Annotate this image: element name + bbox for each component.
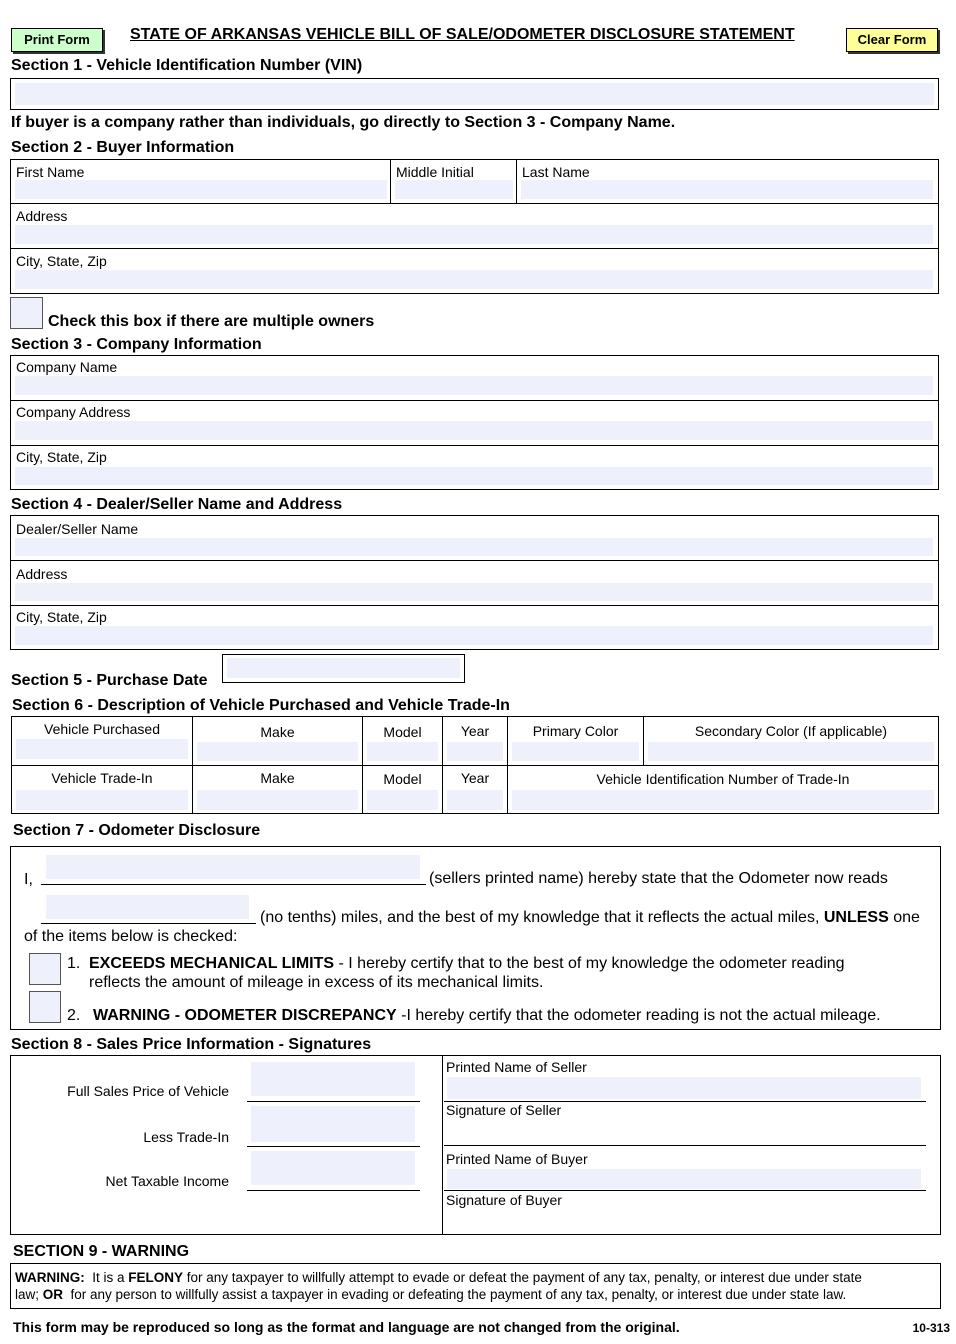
print-form-button[interactable]: Print Form: [11, 28, 103, 52]
odometer-statement-2: (no tenths) miles, and the best of my knowledge that it reflects the actual miles, UNLESS one: [260, 909, 920, 926]
middle-initial-label: Middle Initial: [396, 164, 474, 180]
last-name-label: Last Name: [522, 164, 590, 180]
buyer-address-input[interactable]: [15, 225, 933, 244]
vin-input[interactable]: [15, 83, 934, 105]
company-city-label: City, State, Zip: [16, 449, 107, 465]
warning-text: WARNING: It is a FELONY for any taxpayer to willfully attempt to evade or defeat the payment of any tax, penalty, or interest due under state law; OR for any person to willfully assist a taxpayer in evading or defeating the payment of any tax, penalty, or interest due under state law.: [15, 1270, 862, 1302]
section-2-title: Section 2 - Buyer Information: [11, 139, 235, 156]
seller-signature-line: [444, 1145, 926, 1146]
dealer-address-label: Address: [16, 566, 68, 582]
vehicle-purchased-label: Vehicle Purchased: [44, 721, 160, 737]
dealer-table: [10, 515, 939, 650]
trade-in-model-label: Model: [383, 771, 422, 787]
clear-form-button[interactable]: Clear Form: [846, 28, 938, 52]
purchase-date-input[interactable]: [227, 658, 460, 678]
sales-box: [10, 1055, 941, 1235]
trade-in-vin-input[interactable]: [512, 790, 934, 810]
trade-in-model-input[interactable]: [367, 790, 438, 810]
section-3-title: Section 3 - Company Information: [11, 336, 262, 353]
less-trade-in-label: Less Trade-In: [143, 1129, 229, 1145]
footer-text: This form may be reproduced so long as the format and language are not changed from the original.: [13, 1319, 680, 1335]
address-label: Address: [16, 208, 68, 224]
odometer-miles-input[interactable]: [46, 895, 249, 919]
full-price-underline: [247, 1101, 420, 1102]
i-label: I,: [24, 871, 33, 888]
buyer-city-input[interactable]: [15, 270, 933, 289]
model-input[interactable]: [367, 742, 438, 761]
less-trade-in-underline: [247, 1146, 420, 1147]
net-taxable-underline: [247, 1190, 420, 1191]
item-2-text: WARNING - ODOMETER DISCREPANCY -I hereby certify that the odometer reading is not the actual mileage.: [93, 1007, 881, 1024]
company-address-label: Company Address: [16, 404, 131, 420]
page-title: STATE OF ARKANSAS VEHICLE BILL OF SALE/ODOMETER DISCLOSURE STATEMENT: [130, 26, 795, 43]
odometer-discrepancy-checkbox[interactable]: [29, 991, 61, 1023]
primary-color-label: Primary Color: [532, 723, 619, 739]
buyer-name-underline: [444, 1190, 926, 1191]
primary-color-input[interactable]: [512, 742, 639, 761]
net-taxable-input[interactable]: [251, 1151, 415, 1185]
item-1-text-2: reflects the amount of mileage in excess of its mechanical limits.: [89, 974, 544, 991]
form-code: 10-313: [912, 1321, 950, 1335]
company-name-label: Company Name: [16, 359, 118, 375]
printed-name-seller-label: Printed Name of Seller: [446, 1059, 587, 1075]
dealer-address-input[interactable]: [15, 583, 933, 601]
make-label: Make: [260, 724, 295, 740]
odometer-box: [10, 846, 941, 1030]
signature-seller-label: Signature of Seller: [446, 1102, 562, 1118]
section-7-title: Section 7 - Odometer Disclosure: [13, 822, 261, 839]
trade-in-make-label: Make: [260, 770, 295, 786]
company-name-input[interactable]: [15, 376, 933, 395]
last-name-input[interactable]: [521, 180, 933, 199]
exceeds-limits-checkbox[interactable]: [29, 953, 61, 985]
seller-printed-name-input[interactable]: [46, 855, 420, 879]
year-input[interactable]: [447, 742, 503, 761]
net-taxable-label: Net Taxable Income: [105, 1173, 229, 1189]
section-9-title: SECTION 9 - WARNING: [13, 1243, 190, 1260]
odometer-statement-3: of the items below is checked:: [24, 928, 238, 945]
model-label: Model: [383, 724, 422, 740]
section-1-title: Section 1 - Vehicle Identification Number (VIN): [11, 57, 363, 74]
signature-buyer-label: Signature of Buyer: [446, 1192, 562, 1208]
printed-name-buyer-label: Printed Name of Buyer: [446, 1151, 588, 1167]
printed-name-buyer-input[interactable]: [447, 1169, 921, 1189]
dealer-name-input[interactable]: [15, 538, 933, 556]
company-city-input[interactable]: [15, 467, 933, 485]
vehicle-table: [11, 716, 939, 814]
multiple-owners-label: Check this box if there are multiple owners: [48, 313, 375, 330]
make-input[interactable]: [197, 742, 358, 761]
odometer-statement-1: (sellers printed name) hereby state that the Odometer now reads: [429, 870, 888, 887]
section-5-title: Section 5 - Purchase Date: [11, 672, 208, 689]
printed-name-seller-input[interactable]: [447, 1077, 921, 1099]
year-label: Year: [460, 723, 490, 739]
dealer-city-label: City, State, Zip: [16, 609, 107, 625]
vehicle-trade-in-input[interactable]: [16, 790, 188, 810]
first-name-input[interactable]: [15, 180, 387, 199]
miles-underline: [41, 923, 256, 924]
company-address-input[interactable]: [15, 421, 933, 440]
company-table: [10, 355, 939, 490]
warning-box: [10, 1263, 941, 1309]
vehicle-purchased-input[interactable]: [16, 739, 188, 759]
full-price-label: Full Sales Price of Vehicle: [67, 1083, 229, 1099]
item-1-number: 1.: [67, 955, 81, 972]
dealer-name-label: Dealer/Seller Name: [16, 521, 139, 537]
trade-in-year-label: Year: [460, 770, 490, 786]
company-note: If buyer is a company rather than individuals, go directly to Section 3 - Company Name.: [11, 114, 676, 131]
multiple-owners-checkbox[interactable]: [10, 297, 43, 329]
trade-in-make-input[interactable]: [197, 790, 358, 810]
item-1-text: EXCEEDS MECHANICAL LIMITS - I hereby certify that to the best of my knowledge the odometer reading: [89, 955, 845, 972]
full-price-input[interactable]: [251, 1062, 415, 1096]
trade-in-year-input[interactable]: [447, 790, 503, 810]
city-label: City, State, Zip: [16, 253, 107, 269]
dealer-city-input[interactable]: [15, 626, 933, 645]
section-4-title: Section 4 - Dealer/Seller Name and Address: [11, 496, 343, 513]
section-8-title: Section 8 - Sales Price Information - Signatures: [11, 1036, 372, 1053]
vin-box: [10, 78, 939, 110]
divider: [442, 1056, 443, 1234]
buyer-table: [10, 159, 939, 294]
first-name-label: First Name: [16, 164, 85, 180]
secondary-color-input[interactable]: [648, 742, 934, 761]
less-trade-in-input[interactable]: [251, 1106, 415, 1142]
item-2-number: 2.: [67, 1007, 81, 1024]
name-underline: [41, 884, 426, 885]
purchase-date-box: [222, 654, 465, 683]
section-6-title: Section 6 - Description of Vehicle Purchased and Vehicle Trade-In: [12, 697, 510, 714]
vehicle-trade-in-label: Vehicle Trade-In: [51, 770, 153, 786]
middle-initial-input[interactable]: [395, 180, 513, 199]
secondary-color-label: Secondary Color (If applicable): [694, 723, 888, 739]
trade-in-vin-label: Vehicle Identification Number of Trade-In: [596, 771, 850, 787]
